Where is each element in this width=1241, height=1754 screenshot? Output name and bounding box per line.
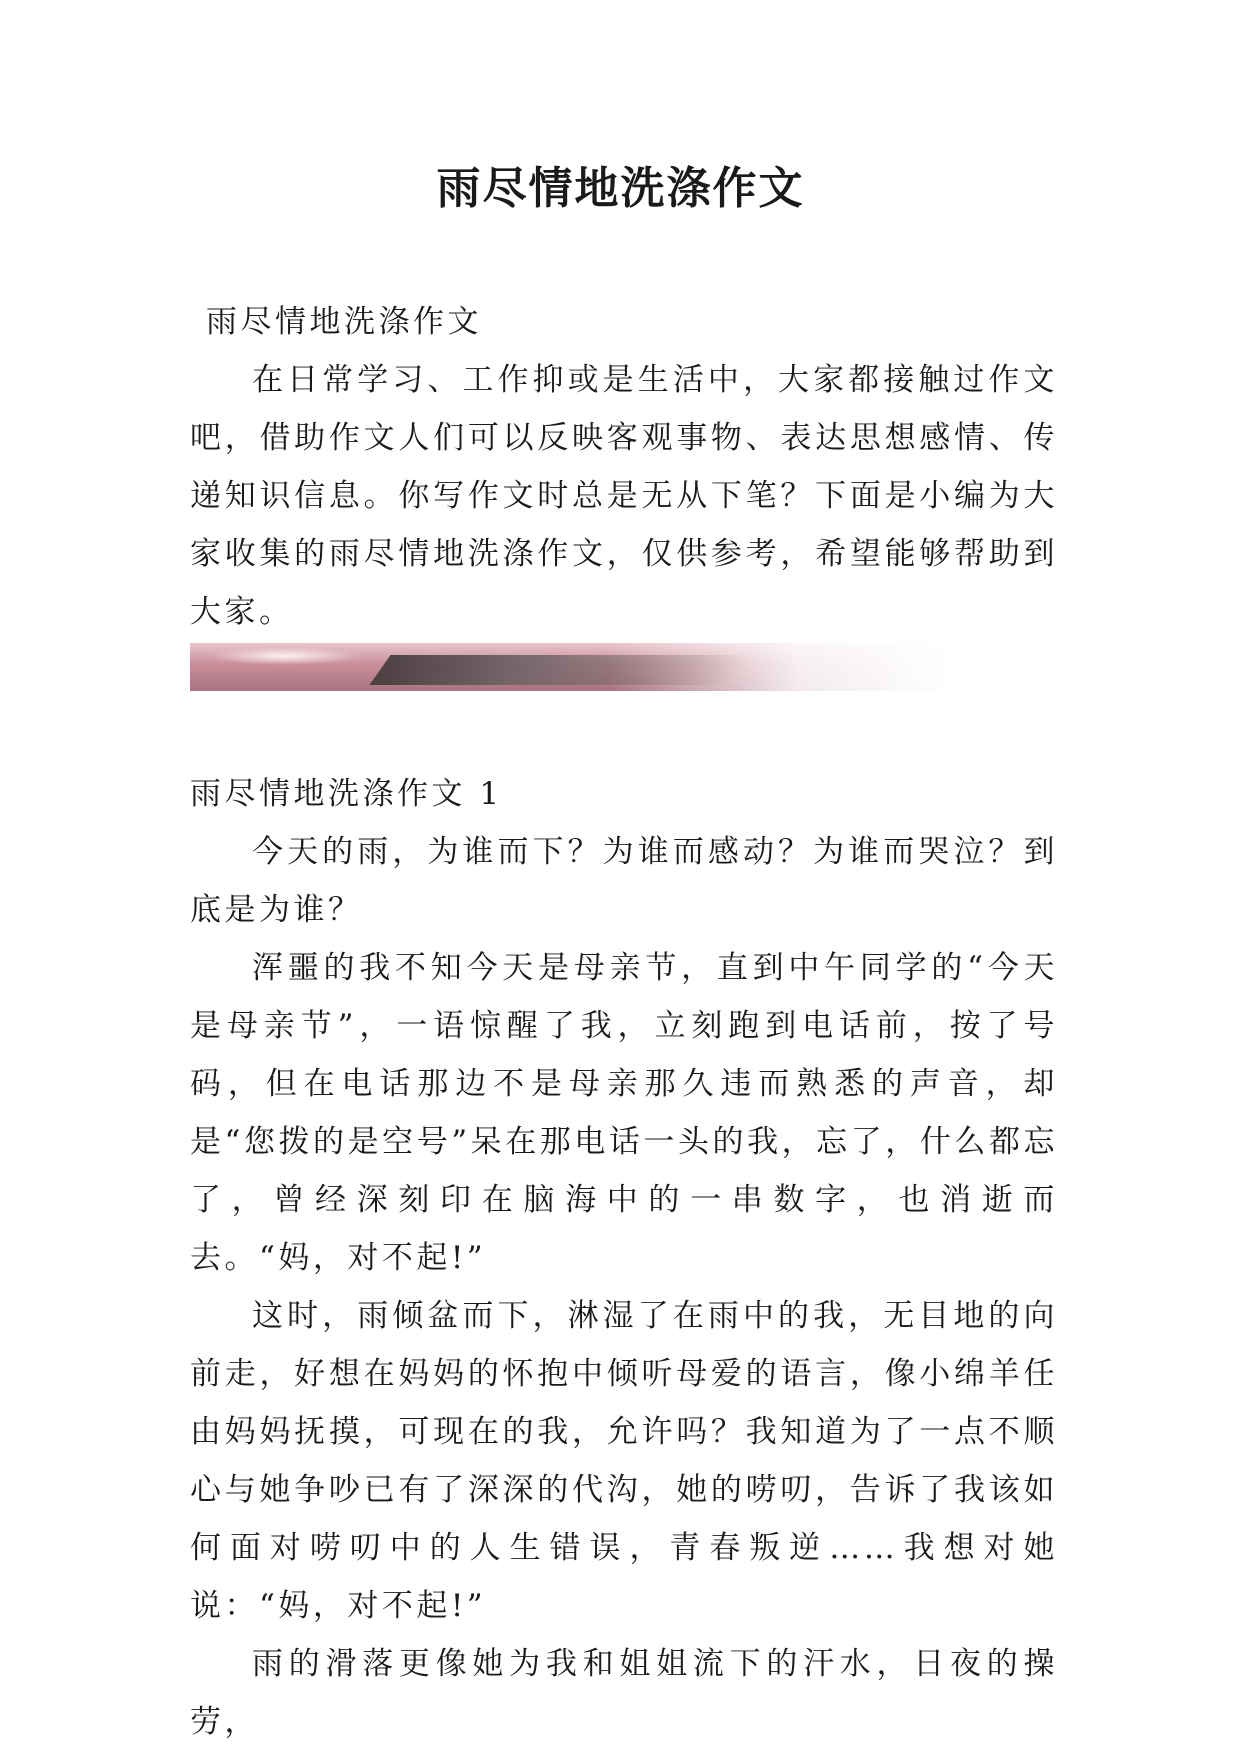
decorative-photo-strip (190, 643, 950, 691)
paragraph: 这时，雨倾盆而下，淋湿了在雨中的我，无目地的向前走，好想在妈妈的怀抱中倾听母爱的语言，像小绵羊任由妈妈抚摸，可现在的我，允许吗？我知道为了一点不顺心与她争吵已有了深深的代沟，她的唠叨，告诉了我该如何面对唠叨中的人生错误，青春叛逆……我想对她说：“妈，对不起!” (190, 1298, 1058, 1624)
paragraph: 今天的雨，为谁而下？为谁而感动？为谁而哭泣？到底是为谁？ (190, 834, 1058, 928)
paragraph: 浑噩的我不知今天是母亲节，直到中午同学的“今天是母亲节”，一语惊醒了我，立刻跑到电话前，按了号码，但在电话那边不是母亲那久违而熟悉的声音，却是“您拨的是空号”呆在那电话一头的我，忘了，什么都忘了，曾经深刻印在脑海中的一串数字，也消逝而去。“妈，对不起!” (190, 950, 1058, 1276)
document-body (190, 293, 1058, 1751)
paragraph: 雨的滑落更像她为我和姐姐流下的汗水，日夜的操劳， (190, 1646, 1058, 1740)
document-title: 雨尽情地洗涤作文 (436, 163, 805, 214)
photo-highlight (210, 647, 360, 665)
photo-streak (369, 655, 750, 685)
document-subtitle: 雨尽情地洗涤作文 (206, 304, 482, 340)
section-heading: 雨尽情地洗涤作文 1 (190, 776, 503, 812)
section-gap (190, 691, 1058, 765)
intro-paragraph: 在日常学习、工作抑或是生活中，大家都接触过作文吧，借助作文人们可以反映客观事物、表达思想感情、传递知识信息。你写作文时总是无从下笔？下面是小编为大家收集的雨尽情地洗涤作文，仅供参考，希望能够帮助到大家。 (190, 362, 1058, 630)
